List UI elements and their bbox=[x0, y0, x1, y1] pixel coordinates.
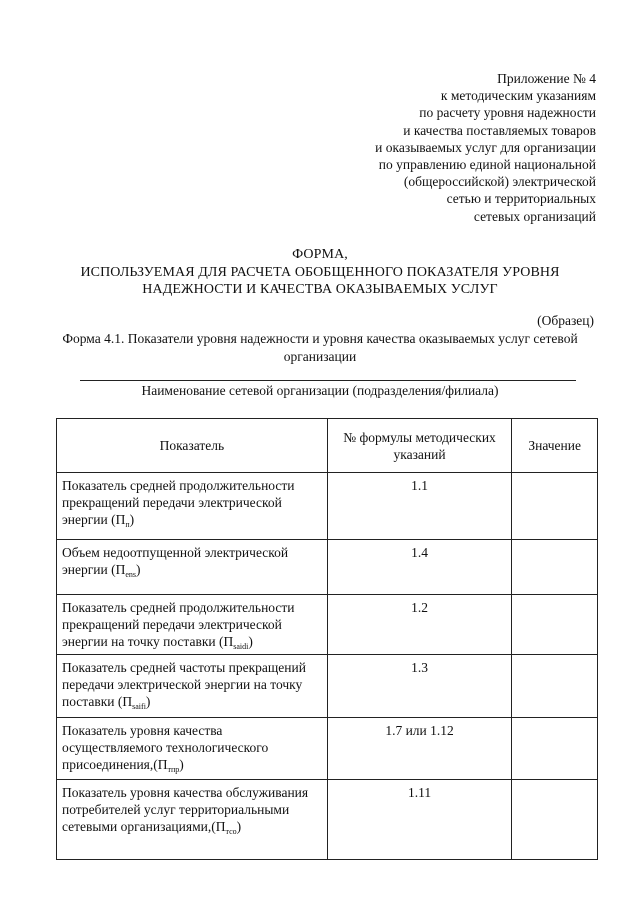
formula-number: 1.4 bbox=[327, 540, 512, 595]
indicator-subscript: saifi bbox=[132, 702, 146, 711]
appendix-line: по расчету уровня надежности bbox=[419, 105, 596, 121]
indicator-text: Показатель средней продолжительности прекращений передачи электрической энергии на точку поставки (П bbox=[62, 600, 295, 649]
indicator-tail: ) bbox=[129, 512, 135, 527]
value-cell[interactable] bbox=[512, 540, 598, 595]
value-cell[interactable] bbox=[512, 655, 598, 718]
org-name-line bbox=[80, 380, 576, 381]
formula-number: 1.2 bbox=[327, 595, 512, 655]
value-cell[interactable] bbox=[512, 780, 598, 860]
table-row bbox=[57, 540, 598, 595]
indicator-name bbox=[57, 780, 328, 860]
indicator-subscript: п bbox=[125, 520, 130, 529]
indicators-table bbox=[56, 418, 598, 860]
indicator-tail: ) bbox=[136, 562, 141, 577]
form-title-line: ИСПОЛЬЗУЕМАЯ ДЛЯ РАСЧЕТА ОБОБЩЕННОГО ПОКАЗАТЕЛЯ УРОВНЯ bbox=[80, 264, 560, 280]
indicator-name bbox=[57, 718, 328, 780]
indicator-tail: ) bbox=[248, 634, 253, 649]
indicator-subscript: ens bbox=[125, 570, 137, 579]
value-cell[interactable] bbox=[512, 473, 598, 540]
value-cell[interactable] bbox=[512, 595, 598, 655]
indicator-name bbox=[57, 595, 328, 655]
table-row bbox=[57, 718, 598, 780]
appendix-line: (общероссийской) электрической bbox=[403, 174, 596, 190]
appendix-line: Приложение № 4 bbox=[497, 71, 596, 86]
indicator-subscript: saidi bbox=[233, 642, 249, 651]
formula-number: 1.7 или 1.12 bbox=[327, 718, 512, 780]
appendix-line: и оказываемых услуг для организации bbox=[375, 139, 596, 155]
indicator-subscript: тпр bbox=[167, 765, 180, 774]
appendix-line: сетевых организаций bbox=[473, 208, 596, 224]
table-row bbox=[57, 595, 598, 655]
form-title-line: ФОРМА, bbox=[292, 247, 348, 262]
header-value: Значение bbox=[512, 419, 598, 473]
indicator-text: Показатель уровня качества осуществляемого технологического присоединения,(П bbox=[62, 723, 269, 772]
indicator-tail: ) bbox=[179, 757, 184, 772]
header-indicator: Показатель bbox=[57, 419, 328, 473]
indicator-tail: ) bbox=[236, 819, 242, 834]
appendix-line: сетью и территориальных bbox=[446, 191, 596, 207]
indicator-text: Объем недоотпущенной электрической энергии (П bbox=[62, 545, 289, 577]
indicator-subscript: тсо bbox=[225, 827, 237, 836]
formula-number: 1.1 bbox=[327, 473, 512, 540]
org-name-caption: Наименование сетевой организации (подразделения/филиала) bbox=[141, 383, 499, 398]
table-row bbox=[57, 780, 598, 860]
indicator-name bbox=[57, 540, 328, 595]
form-title-line: НАДЕЖНОСТИ И КАЧЕСТВА ОКАЗЫВАЕМЫХ УСЛУГ bbox=[142, 282, 498, 297]
appendix-line: по управлению единой национальной bbox=[378, 157, 596, 173]
indicator-text: Показатель уровня качества обслуживания потребителей услуг территориальными сетевыми организациями,(П bbox=[62, 785, 309, 834]
indicator-text: Показатель средней частоты прекращений передачи электрической энергии на точку поставки (П bbox=[62, 660, 306, 709]
formula-number: 1.11 bbox=[327, 780, 512, 860]
indicator-name bbox=[57, 655, 328, 718]
table-row bbox=[57, 655, 598, 718]
formula-number: 1.3 bbox=[327, 655, 512, 718]
indicator-name bbox=[57, 473, 328, 540]
appendix-header bbox=[276, 70, 596, 225]
indicator-tail: ) bbox=[145, 694, 151, 709]
table-header-row bbox=[57, 419, 598, 473]
form-title bbox=[0, 246, 640, 299]
table-row bbox=[57, 473, 598, 540]
appendix-line: и качества поставляемых товаров bbox=[403, 122, 596, 138]
value-cell[interactable] bbox=[512, 718, 598, 780]
sample-label: (Образец) bbox=[537, 313, 594, 328]
indicator-text: Показатель средней продолжительности прекращений передачи электрической энергии (П bbox=[62, 478, 295, 527]
form-subtitle: Форма 4.1. Показатели уровня надежности и уровня качества оказываемых услуг сетевой организации bbox=[62, 331, 578, 364]
appendix-line: к методическим указаниям bbox=[440, 88, 596, 104]
header-formula: № формулы методических указаний bbox=[327, 419, 512, 473]
